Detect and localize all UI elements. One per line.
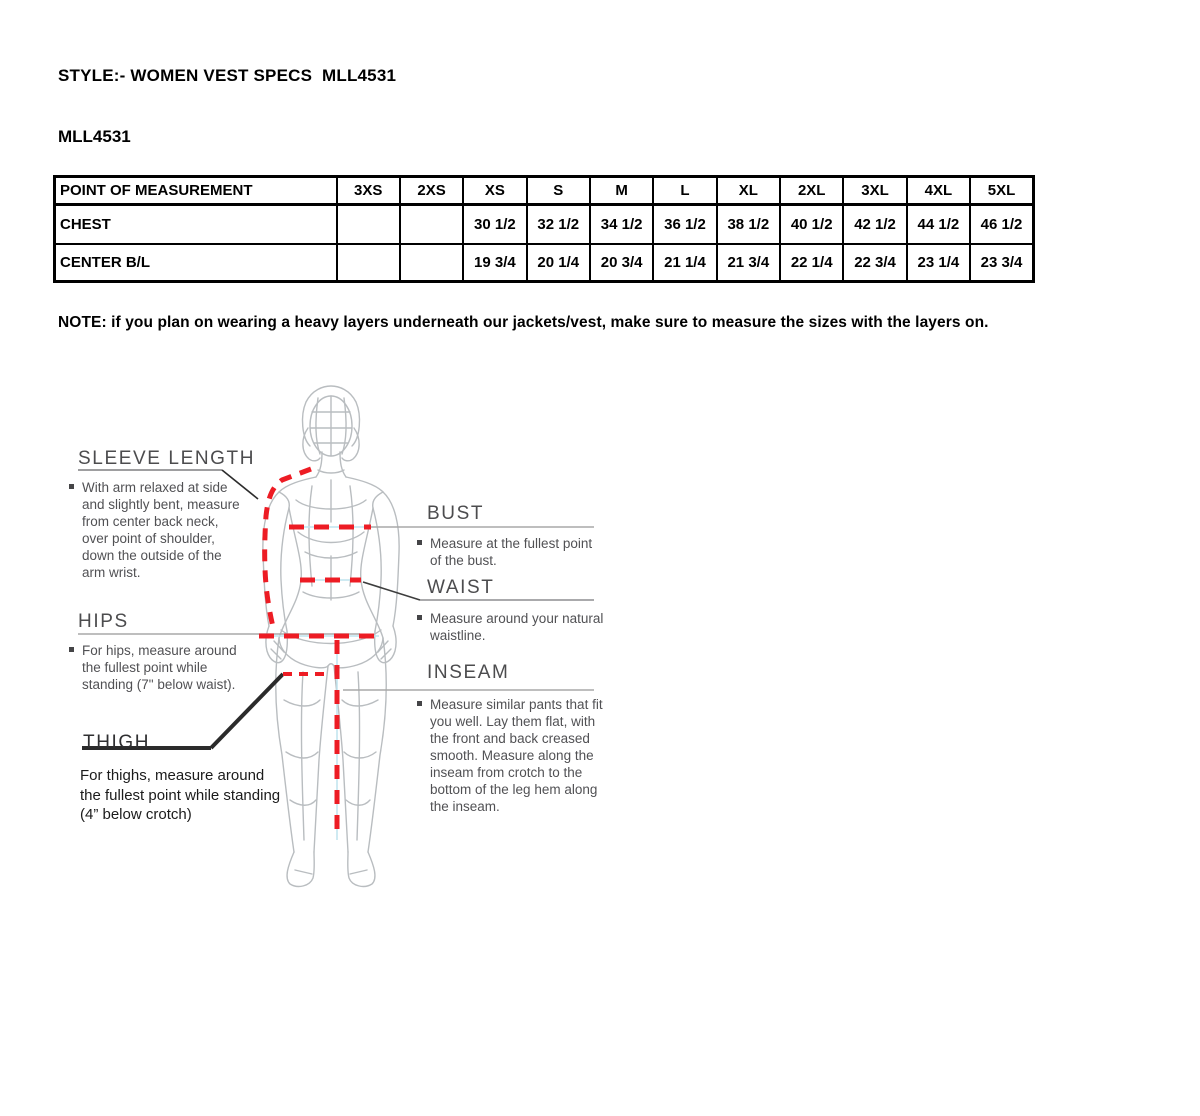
table-cell: 34 1/2 [590,205,653,245]
table-cell: 38 1/2 [717,205,780,245]
column-header: S [527,177,590,205]
waist-heading: WAIST [427,577,495,598]
column-header: M [590,177,653,205]
table-cell: 23 3/4 [970,244,1033,282]
column-header: XS [463,177,526,205]
thigh-heading: THIGH [83,732,151,753]
column-header: 3XS [337,177,400,205]
table-cell: 42 1/2 [843,205,906,245]
table-cell: 21 1/4 [653,244,716,282]
column-header: 2XS [400,177,463,205]
hips-description: For hips, measure around the fullest point while standing (7" below waist). [82,642,250,693]
waist-description: Measure around your natural waistline. [430,610,610,644]
row-label: CHEST [55,205,337,245]
thigh-description: For thighs, measure around the fullest point while standing (4” below crotch) [80,767,281,823]
table-cell: 44 1/2 [907,205,970,245]
sleeve-measure-line [265,469,311,631]
page-title: STYLE:- WOMEN VEST SPECS MLL4531 [58,66,397,85]
column-header: XL [717,177,780,205]
table-cell: 20 3/4 [590,244,653,282]
bullet-square-icon [417,615,422,620]
style-code: MLL4531 [58,127,131,146]
waist-leader-line [363,582,420,600]
row-label: CENTER B/L [55,244,337,282]
table-cell: 21 3/4 [717,244,780,282]
hips-heading: HIPS [78,611,129,632]
table-cell: 46 1/2 [970,205,1033,245]
bust-description: Measure at the fullest point of the bust. [430,535,600,569]
column-header: 4XL [907,177,970,205]
table-cell: 32 1/2 [527,205,590,245]
table-cell: 40 1/2 [780,205,843,245]
bullet-square-icon [417,701,422,706]
table-cell: 22 3/4 [843,244,906,282]
table-cell: 19 3/4 [463,244,526,282]
table-cell: 20 1/4 [527,244,590,282]
bullet-square-icon [69,484,74,489]
column-header: 3XL [843,177,906,205]
table-cell: 36 1/2 [653,205,716,245]
column-header: POINT OF MEASUREMENT [55,177,337,205]
bullet-square-icon [69,647,74,652]
note-text: NOTE: if you plan on wearing a heavy layers underneath our jackets/vest, make sure to measure the sizes with the layers on. [58,314,989,331]
table-cell: 30 1/2 [463,205,526,245]
table-cell: 22 1/4 [780,244,843,282]
column-header: 2XL [780,177,843,205]
bullet-square-icon [417,540,422,545]
inseam-description: Measure similar pants that fit you well. Lay them flat, with the front and back creased smooth. Measure along the inseam from crotch to the bottom of the leg hem along the inseam. [430,696,612,815]
sleeve-length-description: With arm relaxed at side and slightly bent, measure from center back neck, over point of shoulder, down the outside of the arm wrist. [82,479,240,581]
column-header: 5XL [970,177,1033,205]
sleeve-length-heading: SLEEVE LENGTH [78,448,256,469]
column-header: L [653,177,716,205]
table-cell: 23 1/4 [907,244,970,282]
bust-heading: BUST [427,503,485,524]
inseam-heading: INSEAM [427,662,510,683]
